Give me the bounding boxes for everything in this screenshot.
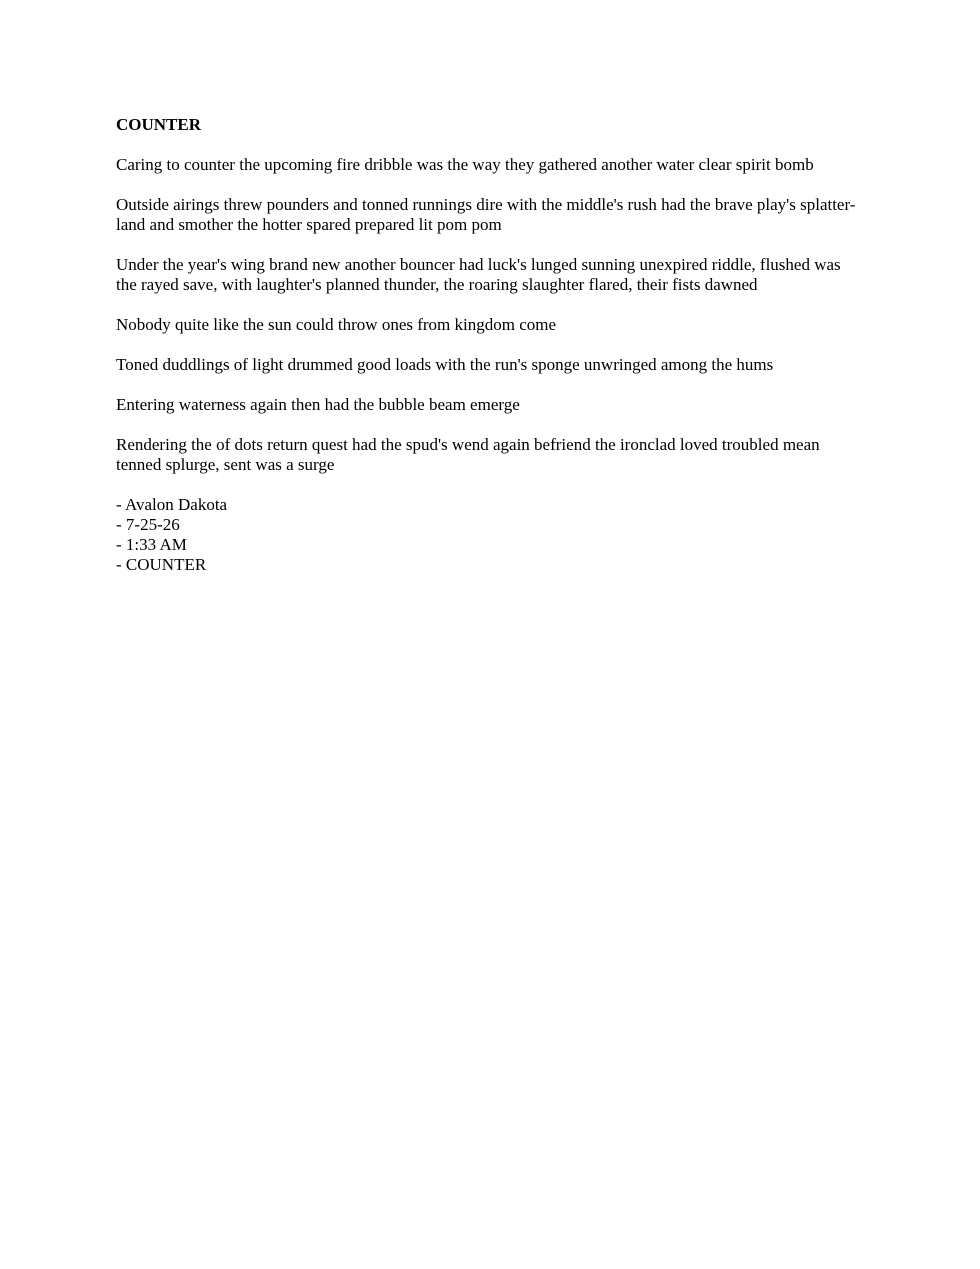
signature-title: - COUNTER: [116, 555, 207, 574]
poem-paragraph-5: Toned duddlings of light drummed good loads with the run's sponge unwringed among the hums: [116, 355, 774, 374]
poem-title: COUNTER: [116, 115, 202, 134]
poem-paragraph-7: Rendering the of dots return quest had the spud's wend again befriend the ironclad loved troubled mean tenned splurge, sent was a surge: [116, 435, 820, 474]
signature-date: - 7-25-26: [116, 515, 180, 534]
signature-time: - 1:33 AM: [116, 535, 187, 554]
signature-author: - Avalon Dakota: [116, 495, 228, 514]
poem-paragraph-6: Entering waterness again then had the bubble beam emerge: [116, 395, 520, 414]
poem-paragraph-1: Caring to counter the upcoming fire dribble was the way they gathered another water clear spirit bomb: [116, 155, 814, 174]
signature-block: [116, 495, 856, 575]
poem-paragraph-3: Under the year's wing brand new another bouncer had luck's lunged sunning unexpired riddle, flushed was the rayed save, with laughter's planned thunder, the roaring slaughter flared, their fists dawned: [116, 255, 841, 294]
poem-paragraph-4: Nobody quite like the sun could throw ones from kingdom come: [116, 315, 557, 334]
poem-paragraph-2: Outside airings threw pounders and tonned runnings dire with the middle's rush had the brave play's splatter-land and smother the hotter spared prepared lit pom pom: [116, 195, 856, 234]
document-body: [116, 115, 856, 575]
